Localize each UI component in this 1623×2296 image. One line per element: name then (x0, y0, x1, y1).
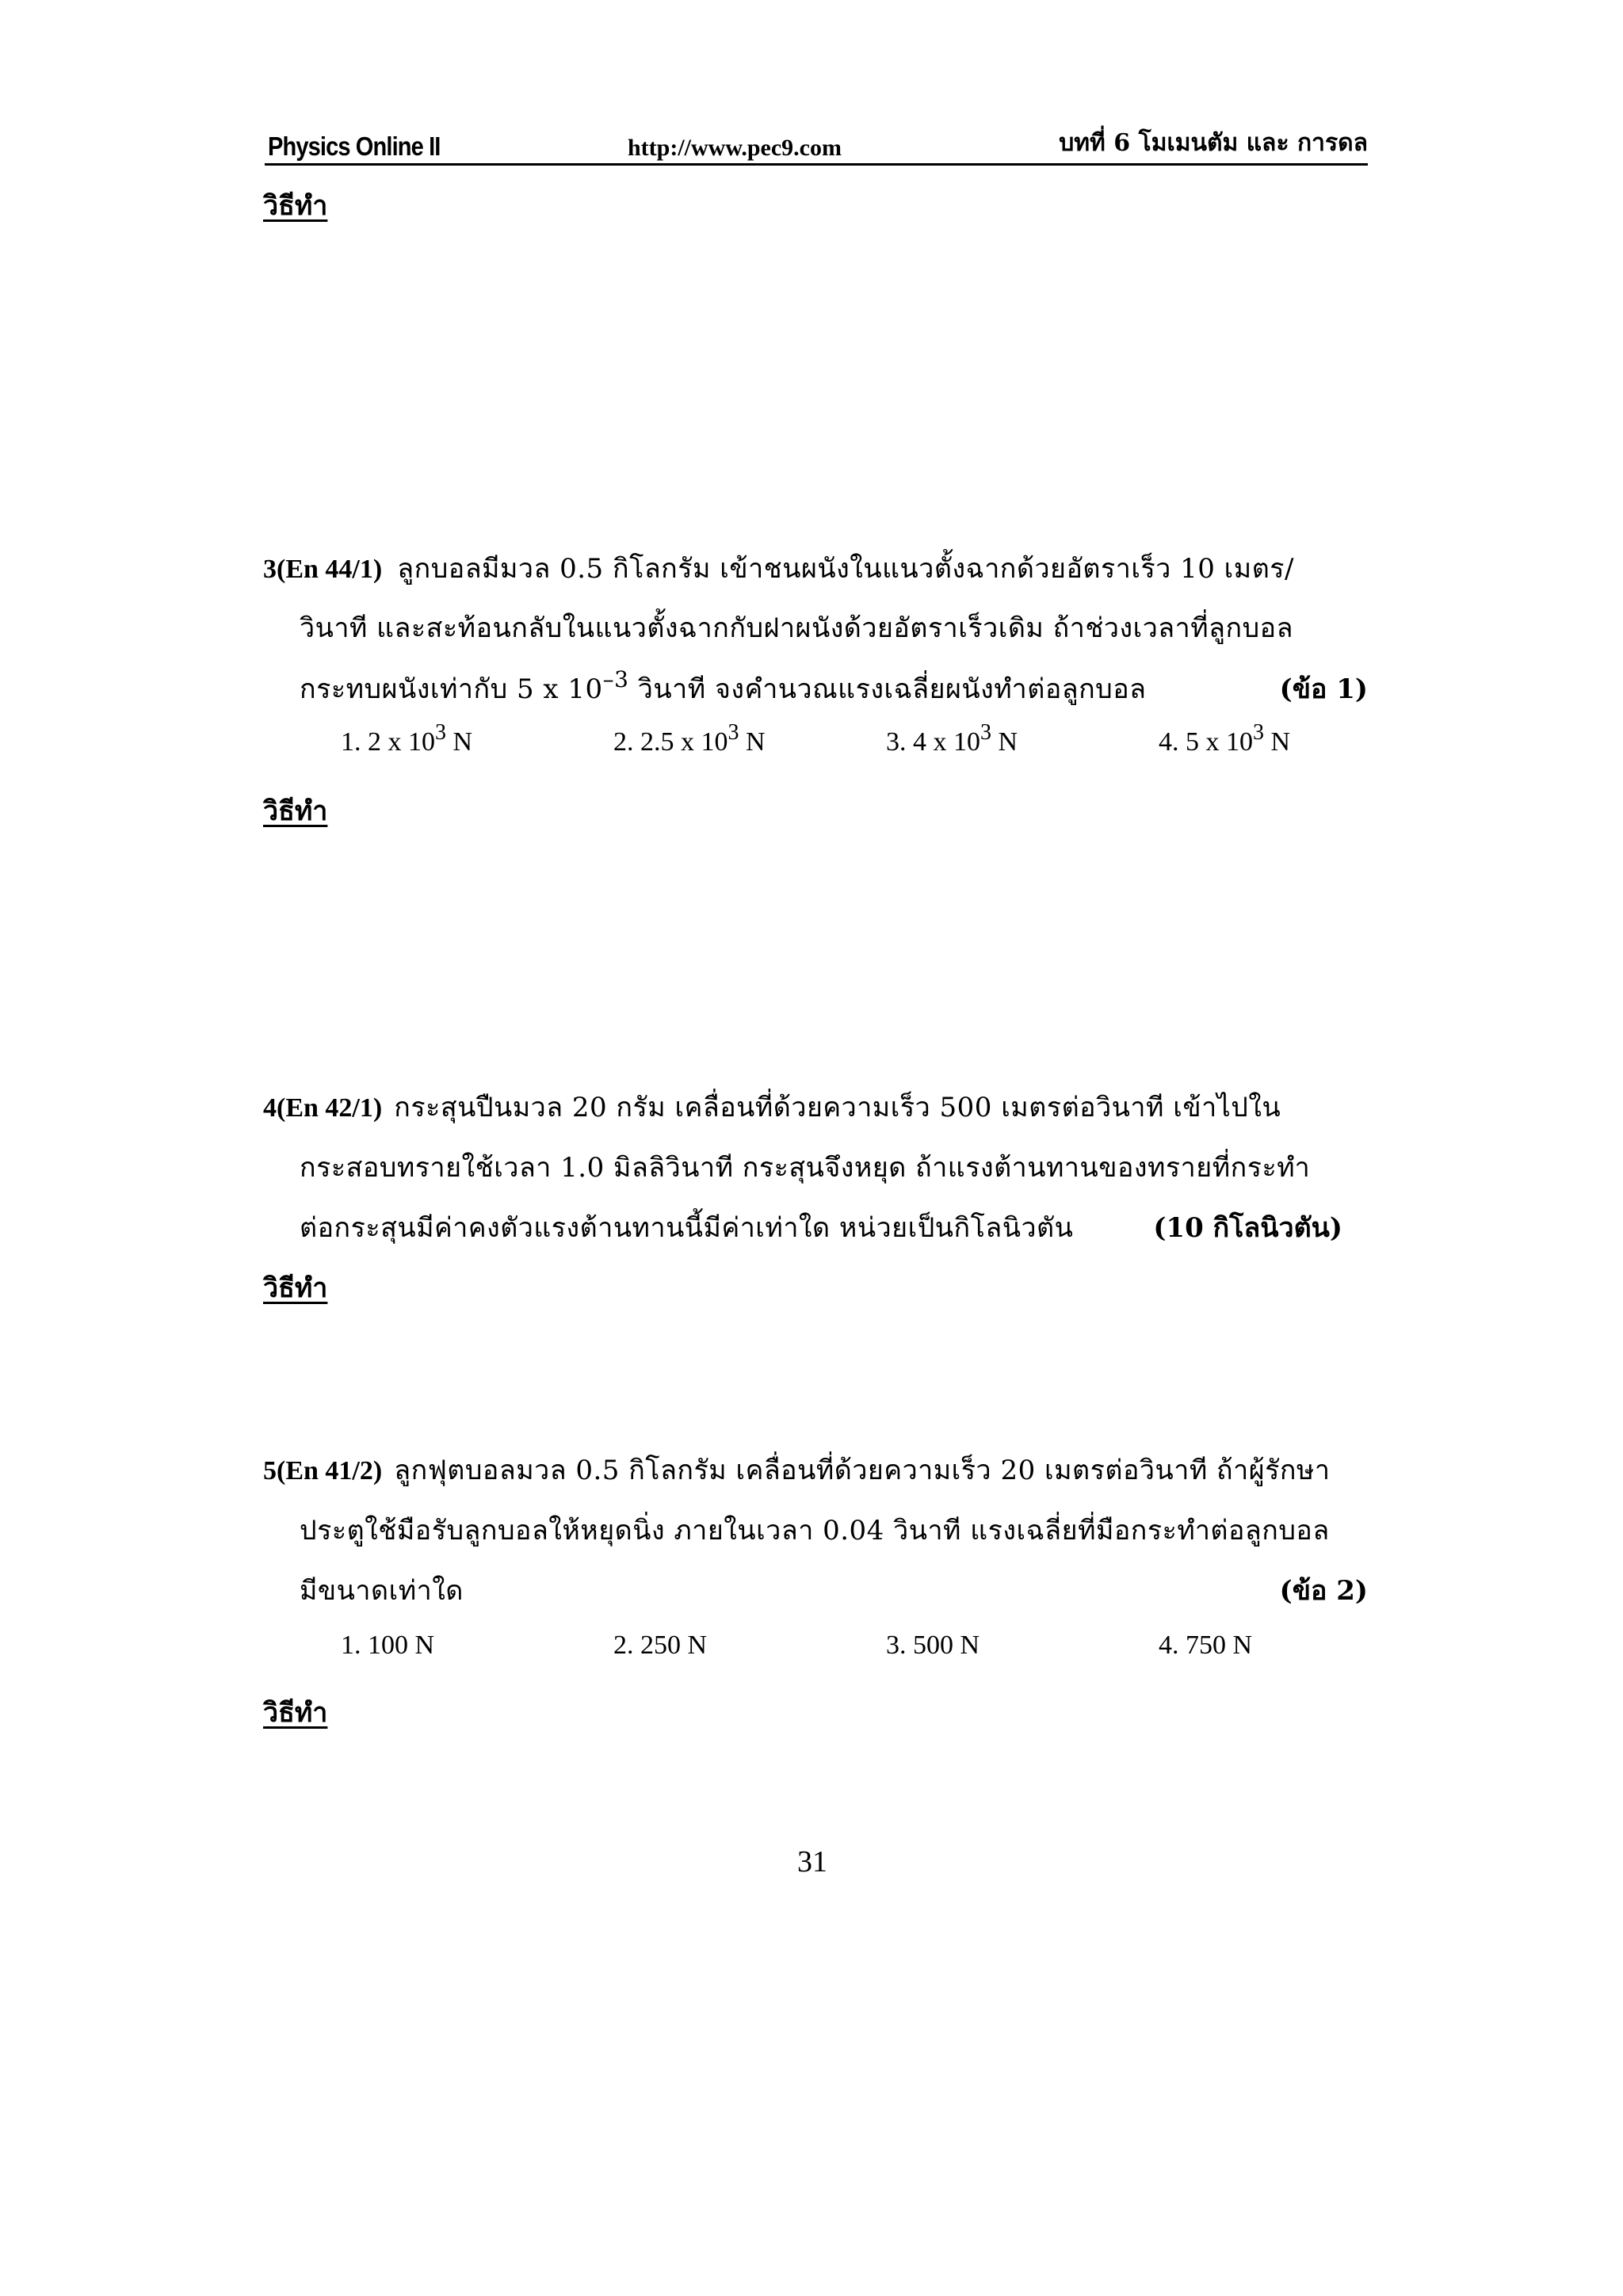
choice-unit: N (1264, 727, 1291, 757)
choice-2 (613, 720, 766, 757)
method-label: วิธีทำ (263, 1697, 328, 1729)
exponent: 3 (435, 720, 446, 745)
question-4-line-2: กระสอบทรายใช้เวลา 1.0 มิลลิวินาที กระสุนจึงหยุด ถ้าแรงต้านทานของทรายที่กระทำ (300, 1152, 1311, 1184)
header-title: Physics Online II (268, 132, 441, 161)
question-text: กระทบผนังเท่ากับ 5 x 10 (300, 673, 603, 705)
question-4-line-3: ต่อกระสุนมีค่าคงตัวแรงต้านทานนี้มีค่าเท่าใด หน่วยเป็นกิโลนิวตัน (300, 1212, 1074, 1244)
question-number: 5(En 41/2) (263, 1456, 383, 1486)
answer-label: (ข้อ 2) (1279, 1575, 1368, 1607)
method-label: วิธีทำ (263, 1272, 328, 1304)
answer-label: (ข้อ 1) (1279, 673, 1368, 705)
question-4-line-1 (263, 1085, 1281, 1128)
choice-4 (1159, 720, 1291, 757)
choice-text: 1. 2 x 10 (341, 727, 435, 757)
method-label: วิธีทำ (263, 190, 328, 222)
choice-2: 2. 250 N (613, 1630, 708, 1660)
method-label: วิธีทำ (263, 795, 328, 827)
question-5-line-1 (263, 1448, 1331, 1491)
choice-3 (886, 720, 1018, 757)
header-chapter: บทที่ 6 โมเมนตัม และ การดล (1059, 129, 1368, 157)
exponent: –3 (602, 666, 629, 692)
question-text: วินาที จงคำนวณแรงเฉลี่ยผนังทำต่อลูกบอล (628, 673, 1147, 705)
page-header (265, 127, 1368, 166)
question-3-line-3 (300, 667, 1147, 710)
question-text: ลูกฟุตบอลมวล 0.5 กิโลกรัม เคลื่อนที่ด้วยความเร็ว 20 เมตรต่อวินาที ถ้าผู้รักษา (394, 1455, 1331, 1486)
question-3-line-2: วินาที และสะท้อนกลับในแนวตั้งฉากกับฝาผนังด้วยอัตราเร็วเดิม ถ้าช่วงเวลาที่ลูกบอล (300, 612, 1293, 644)
answer-label: (10 กิโลนิวตัน) (1153, 1212, 1342, 1244)
exponent: 3 (1253, 720, 1264, 745)
question-text: ลูกบอลมีมวล 0.5 กิโลกรัม เข้าชนผนังในแนวตั้งฉากด้วยอัตราเร็ว 10 เมตร/ (397, 553, 1295, 585)
choice-1: 1. 100 N (341, 1630, 435, 1660)
header-url[interactable]: http://www.pec9.com (628, 135, 842, 161)
page-number: 31 (797, 1845, 827, 1878)
choice-text: 2. 2.5 x 10 (613, 727, 728, 757)
question-text: กระสุนปืนมวล 20 กรัม เคลื่อนที่ด้วยความเร็ว 500 เมตรต่อวินาที เข้าไปใน (394, 1092, 1281, 1123)
choice-text: 4. 5 x 10 (1159, 727, 1253, 757)
choice-unit: N (739, 727, 766, 757)
choice-3: 3. 500 N (886, 1630, 980, 1660)
choice-text: 3. 4 x 10 (886, 727, 980, 757)
exponent: 3 (980, 720, 991, 745)
question-number: 4(En 42/1) (263, 1093, 383, 1123)
choice-unit: N (446, 727, 473, 757)
question-3-line-1 (263, 547, 1294, 589)
question-5-line-3: มีขนาดเท่าใด (300, 1575, 464, 1607)
question-5-line-2: ประตูใช้มือรับลูกบอลให้หยุดนิ่ง ภายในเวลา 0.04 วินาที แรงเฉลี่ยที่มือกระทำต่อลูกบอล (300, 1515, 1330, 1547)
choice-1 (341, 720, 473, 757)
question-number: 3(En 44/1) (263, 555, 383, 584)
exponent: 3 (727, 720, 739, 745)
choice-unit: N (991, 727, 1018, 757)
choice-4: 4. 750 N (1159, 1630, 1253, 1660)
